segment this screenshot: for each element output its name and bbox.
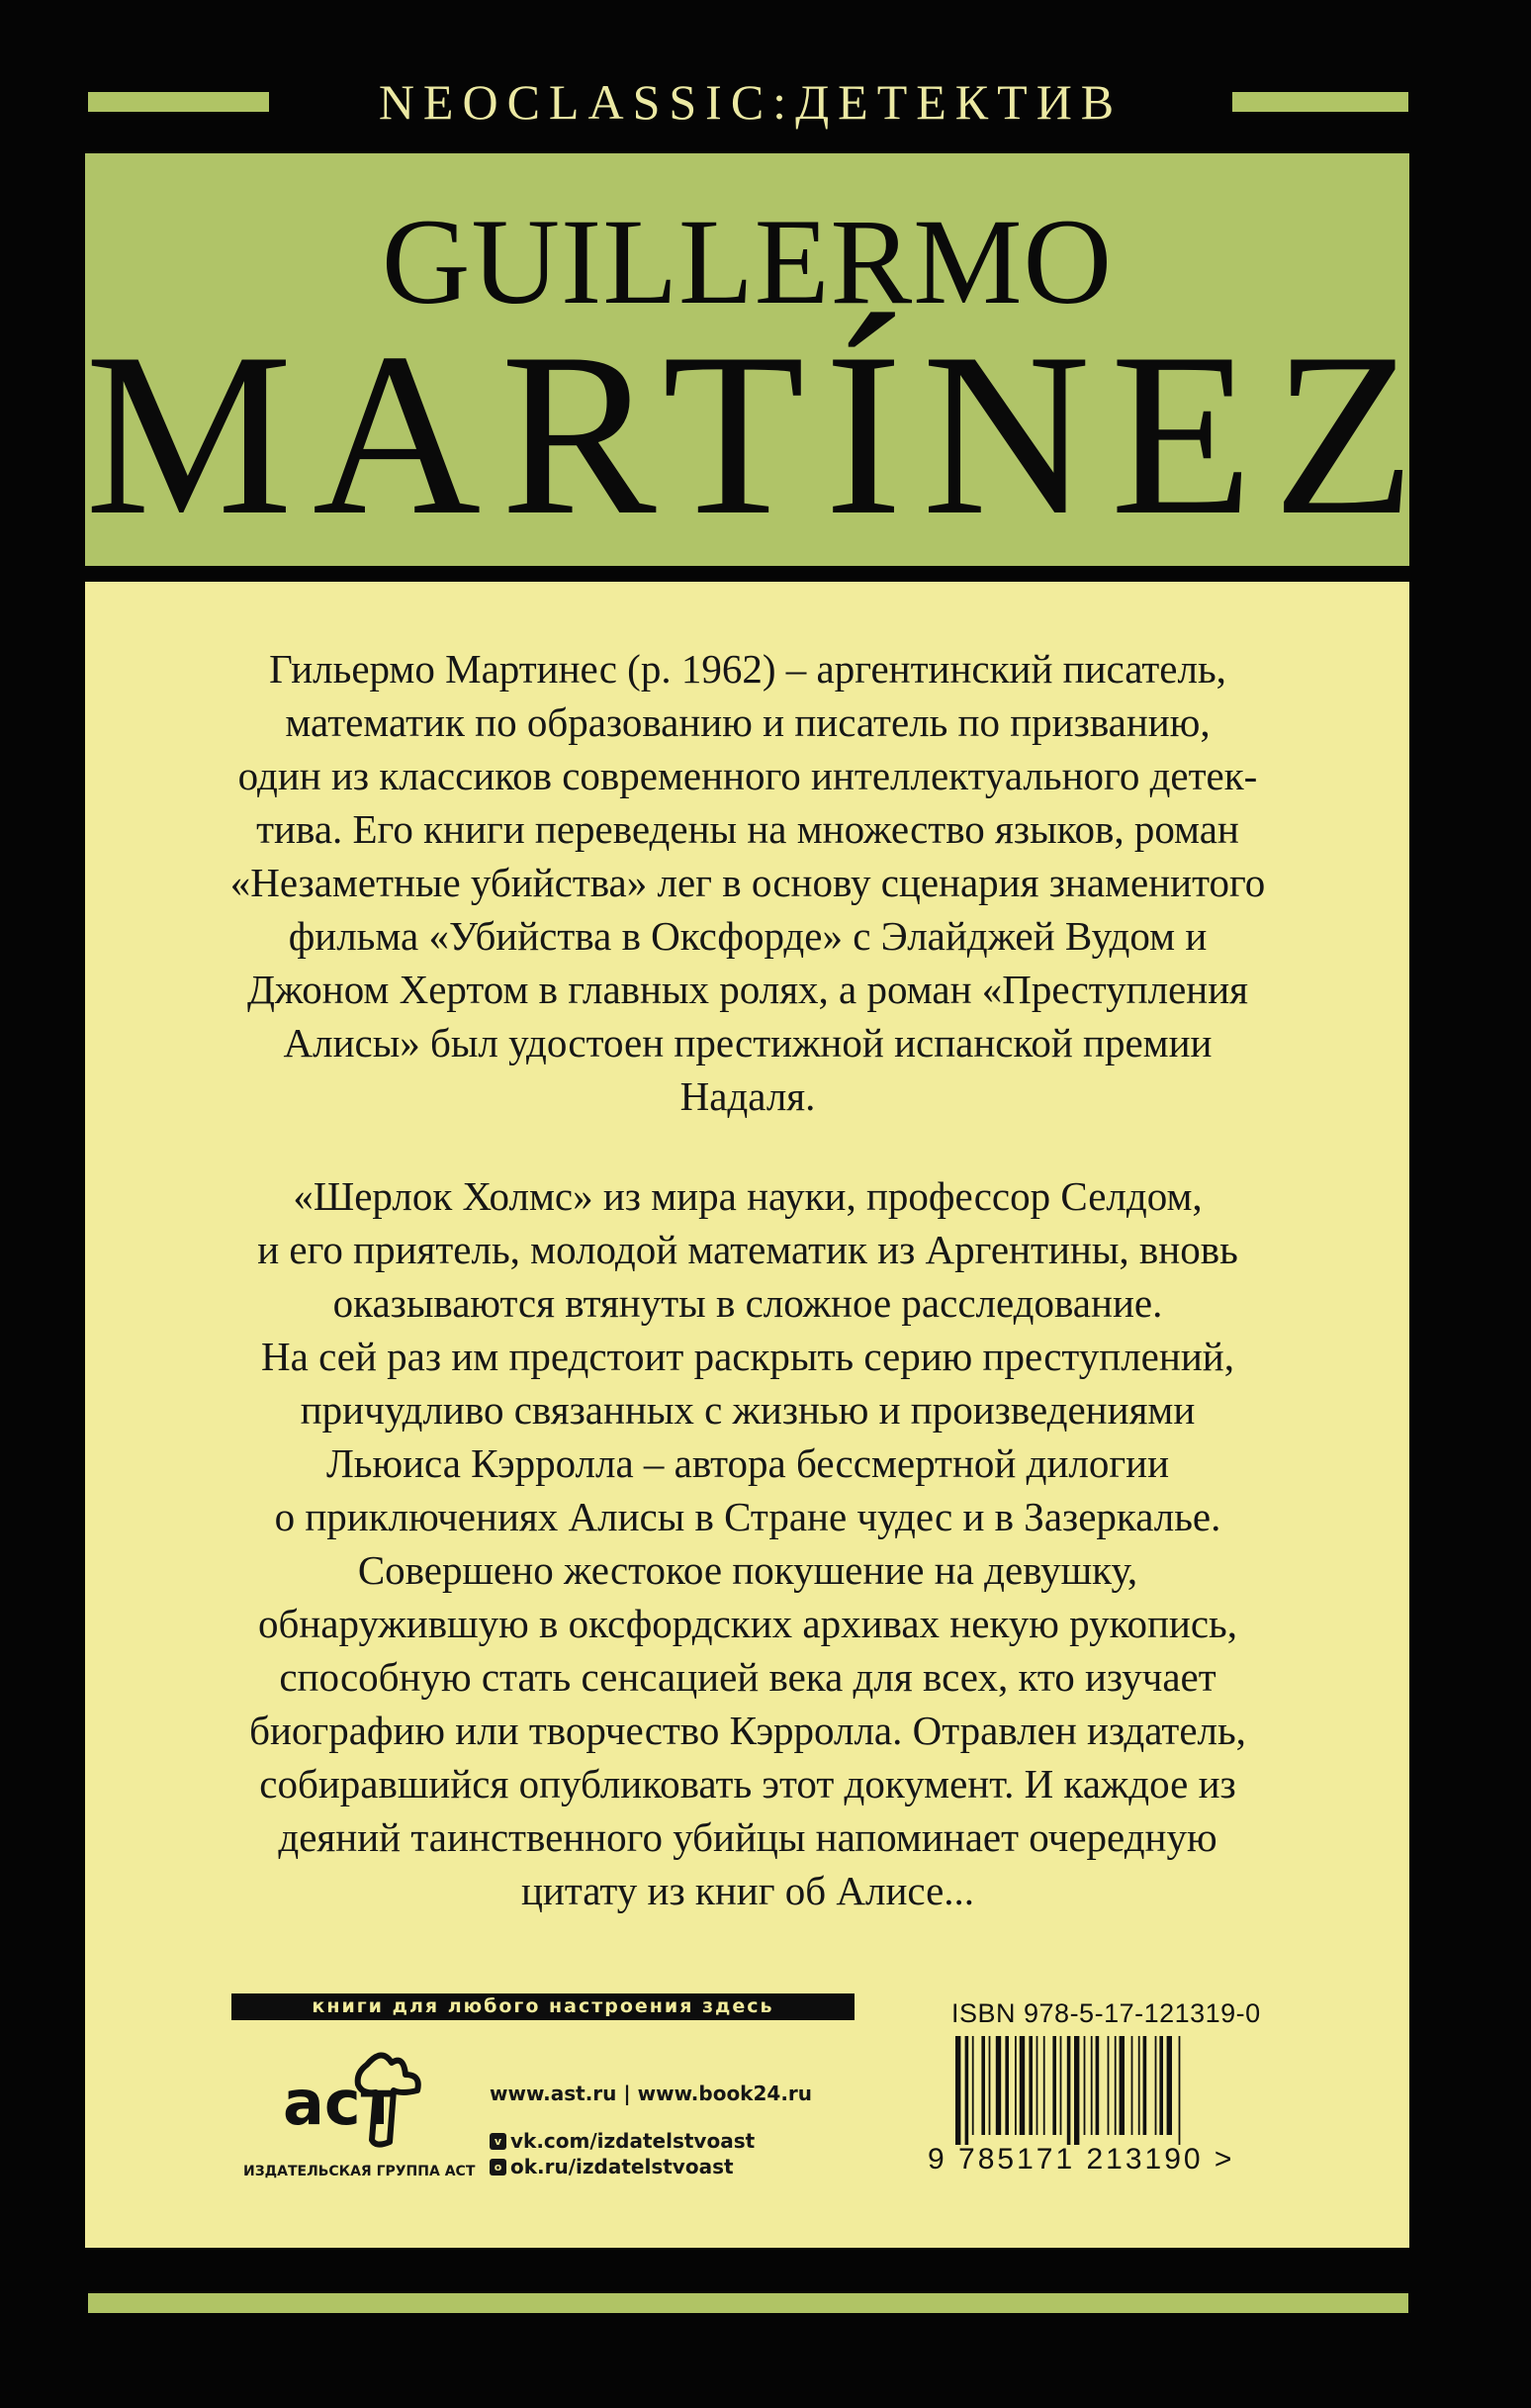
barcode-bar <box>1131 2036 1133 2135</box>
barcode-bar <box>1120 2036 1125 2135</box>
plot-line: На сей раз им предстоит раскрыть серию преступлений, <box>261 1334 1234 1379</box>
series-bar-right <box>1232 92 1408 112</box>
barcode-bar <box>955 2036 960 2145</box>
barcode-bar <box>1020 2036 1025 2135</box>
barcode-bar <box>1143 2036 1147 2135</box>
barcode-bar <box>1091 2036 1093 2135</box>
bio-line: фильма «Убийства в Оксфорде» с Элайджей Вудом и <box>288 913 1208 959</box>
plot-summary <box>115 1169 1381 1917</box>
series-bar-left <box>88 92 269 112</box>
plot-line: деяний таинственного убийцы напоминает очередную <box>278 1814 1217 1860</box>
publisher-links <box>490 2081 812 2179</box>
barcode-bar <box>1067 2036 1071 2145</box>
barcode-bar <box>1084 2036 1086 2135</box>
plot-line: обнаружившую в оксфордских архивах некую рукопись, <box>258 1601 1237 1646</box>
plot-line: оказываются втянуты в сложное расследование. <box>332 1280 1163 1326</box>
bio-line: Алисы» был удостоен престижной испанской премии <box>283 1020 1213 1065</box>
author-last-name: MARTÍNEZ <box>85 306 1436 564</box>
barcode-bar <box>1052 2036 1056 2135</box>
bio-line: Гильермо Мартинес (р. 1962) – аргентинский писатель, <box>269 646 1226 692</box>
bio-line: один из классиков современного интеллектуального детек- <box>237 753 1258 798</box>
bio-line: Надаля. <box>679 1073 816 1119</box>
author-first-name: GUILLERMO <box>381 194 1114 329</box>
publisher-name: ИЗДАТЕЛЬСКАЯ ГРУППА АСТ <box>243 2164 476 2179</box>
plot-line: биографию или творчество Кэрролла. Отравлен издатель, <box>249 1708 1246 1753</box>
vk-icon: v <box>490 2133 506 2150</box>
plot-line: и его приятель, молодой математик из Аргентины, вновь <box>257 1227 1238 1272</box>
bio-line: «Незаметные убийства» лег в основу сценария знаменитого <box>229 860 1266 905</box>
plot-line: собиравшийся опубликовать этот документ. И каждое из <box>259 1761 1236 1806</box>
author-panel <box>85 153 1436 566</box>
bio-line: Джоном Хертом в главных ролях, а роман «Преступления <box>246 967 1249 1012</box>
barcode <box>955 2036 1252 2145</box>
barcode-bar <box>1096 2036 1100 2135</box>
publisher-sites[interactable]: www.ast.ru | www.book24.ru <box>490 2082 813 2105</box>
barcode-bar <box>1043 2036 1045 2135</box>
plot-line: о приключениях Алисы в Стране чудес и в Зазеркалье. <box>274 1494 1221 1539</box>
vk-link[interactable] <box>490 2128 812 2154</box>
ast-logo-text: аст <box>283 2067 397 2139</box>
ok-link-label: ok.ru/izdatelstvoast <box>510 2155 734 2178</box>
plot-line: «Шерлок Холмс» из мира науки, профессор Селдом, <box>293 1173 1203 1219</box>
barcode-bar <box>1155 2036 1157 2135</box>
bottom-bar <box>88 2293 1408 2313</box>
promo-strip: книги для любого настроения здесь <box>231 1993 855 2020</box>
plot-line: способную стать сенсацией века для всех, кто изучает <box>279 1654 1216 1700</box>
barcode-bar <box>1015 2036 1017 2135</box>
ok-link[interactable] <box>490 2154 812 2179</box>
author-bio <box>115 642 1381 1123</box>
barcode-bar <box>972 2036 974 2135</box>
barcode-bar <box>981 2036 985 2135</box>
ok-icon: o <box>490 2159 506 2176</box>
barcode-bar <box>1029 2036 1033 2135</box>
barcode-bar <box>1074 2036 1079 2145</box>
isbn-text: ISBN 978-5-17-121319-0 <box>951 1998 1261 2028</box>
barcode-bar <box>1115 2036 1117 2135</box>
barcode-bar <box>996 2036 1001 2135</box>
plot-line: Совершено жестокое покушение на девушку, <box>357 1547 1138 1593</box>
bio-line: математик по образованию и писатель по призванию, <box>285 699 1211 745</box>
vk-link-label: vk.com/izdatelstvoast <box>510 2129 756 2153</box>
plot-line: цитату из книг об Алисе... <box>520 1868 975 1913</box>
bio-line: тива. Его книги переведены на множество языков, роман <box>256 806 1239 852</box>
ast-logo <box>273 2045 431 2162</box>
barcode-bar <box>1159 2036 1163 2135</box>
barcode-bar <box>965 2036 969 2145</box>
barcode-bar <box>1060 2036 1062 2135</box>
barcode-bar <box>1179 2036 1181 2145</box>
plot-line: причудливо связанных с жизнью и произведениями <box>300 1387 1196 1433</box>
barcode-area <box>918 1998 1294 2186</box>
series-title: NEOCLASSIC:ДЕТЕКТИВ <box>378 74 1124 130</box>
barcode-digits: 9 785171 213190 > <box>928 2143 1235 2176</box>
barcode-bar <box>989 2036 991 2135</box>
barcode-bar <box>1138 2036 1140 2135</box>
plot-line: Льюиса Кэрролла – автора бессмертной дилогии <box>325 1440 1170 1486</box>
barcode-bar <box>1167 2036 1172 2135</box>
barcode-bar <box>1108 2036 1110 2135</box>
barcode-bar <box>1036 2036 1038 2135</box>
barcode-bar <box>1005 2036 1009 2135</box>
